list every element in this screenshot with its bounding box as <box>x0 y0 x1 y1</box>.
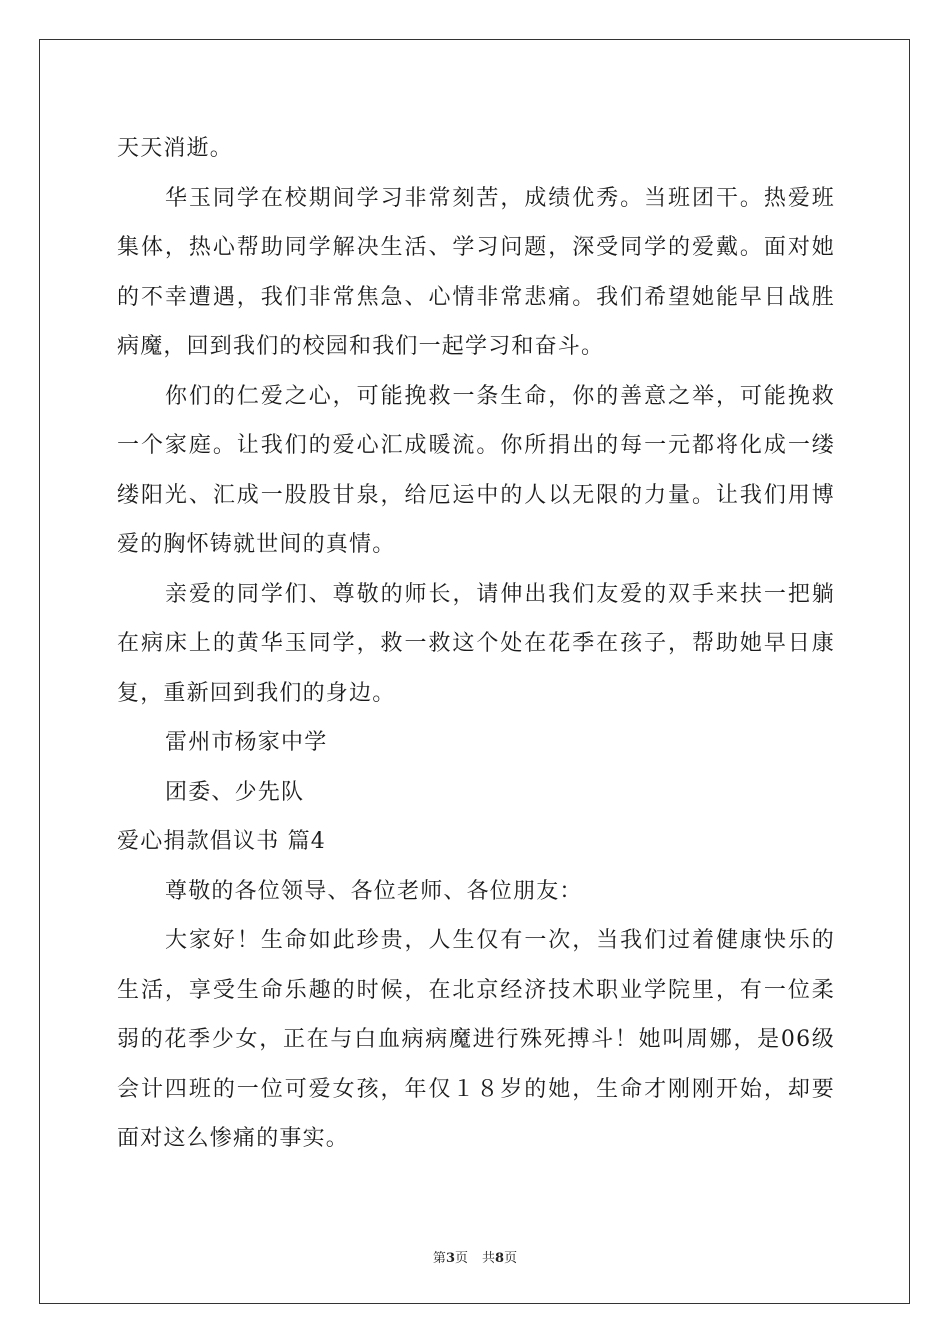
page-prefix: 第 <box>432 1251 446 1266</box>
page-total: 8 <box>495 1251 505 1266</box>
salutation: 尊敬的各位领导、各位老师、各位朋友： <box>165 878 583 904</box>
page-current: 3 <box>445 1251 455 1266</box>
paragraph-story: 大家好！生命如此珍贵，人生仅有一次，当我们过着健康快乐的生活，享受生命乐趣的时候，在北京经济技术职业学院里，有一位柔弱的花季少女，正在与白血病病魔进行殊死搏斗！她叫周娜，是06级会计四班的一位可爱女孩，年仅１８岁的她，生命才刚刚开始，却要面对这么惨痛的事实。 <box>117 928 835 1151</box>
total-suffix: 页 <box>504 1251 518 1266</box>
paragraph-student-intro: 华玉同学在校期间学习非常刻苦，成绩优秀。当班团干。热爱班集体，热心帮助同学解决生活、学习问题，深受同学的爱戴。面对她的不幸遭遇，我们非常焦急、心情非常悲痛。我们希望她能早日战胜病魔，回到我们的校园和我们一起学习和奋斗。 <box>117 185 835 359</box>
signature-school: 雷州市杨家中学 <box>165 730 328 755</box>
page-suffix: 页 <box>454 1251 468 1266</box>
document-body <box>117 124 835 1164</box>
paragraph-continuation: 天天消逝。 <box>117 136 234 161</box>
signature-organization: 团委、少先队 <box>165 779 305 805</box>
page-footer <box>0 1247 950 1266</box>
total-prefix: 共 <box>482 1251 496 1266</box>
paragraph-appeal: 你们的仁爱之心，可能挽救一条生命，你的善意之举，可能挽救一个家庭。让我们的爱心汇成暖流。你所捐出的每一元都将化成一缕缕阳光、汇成一股股甘泉，给厄运中的人以无限的力量。让我们用博爱的胸怀铸就世间的真情。 <box>117 383 835 557</box>
paragraph-call-to-action: 亲爱的同学们、尊敬的师长，请伸出我们友爱的双手来扶一把躺在病床上的黄华玉同学，救一救这个处在花季在孩子，帮助她早日康复，重新回到我们的身边。 <box>117 581 835 706</box>
section-heading: 爱心捐款倡议书 篇4 <box>117 829 326 854</box>
